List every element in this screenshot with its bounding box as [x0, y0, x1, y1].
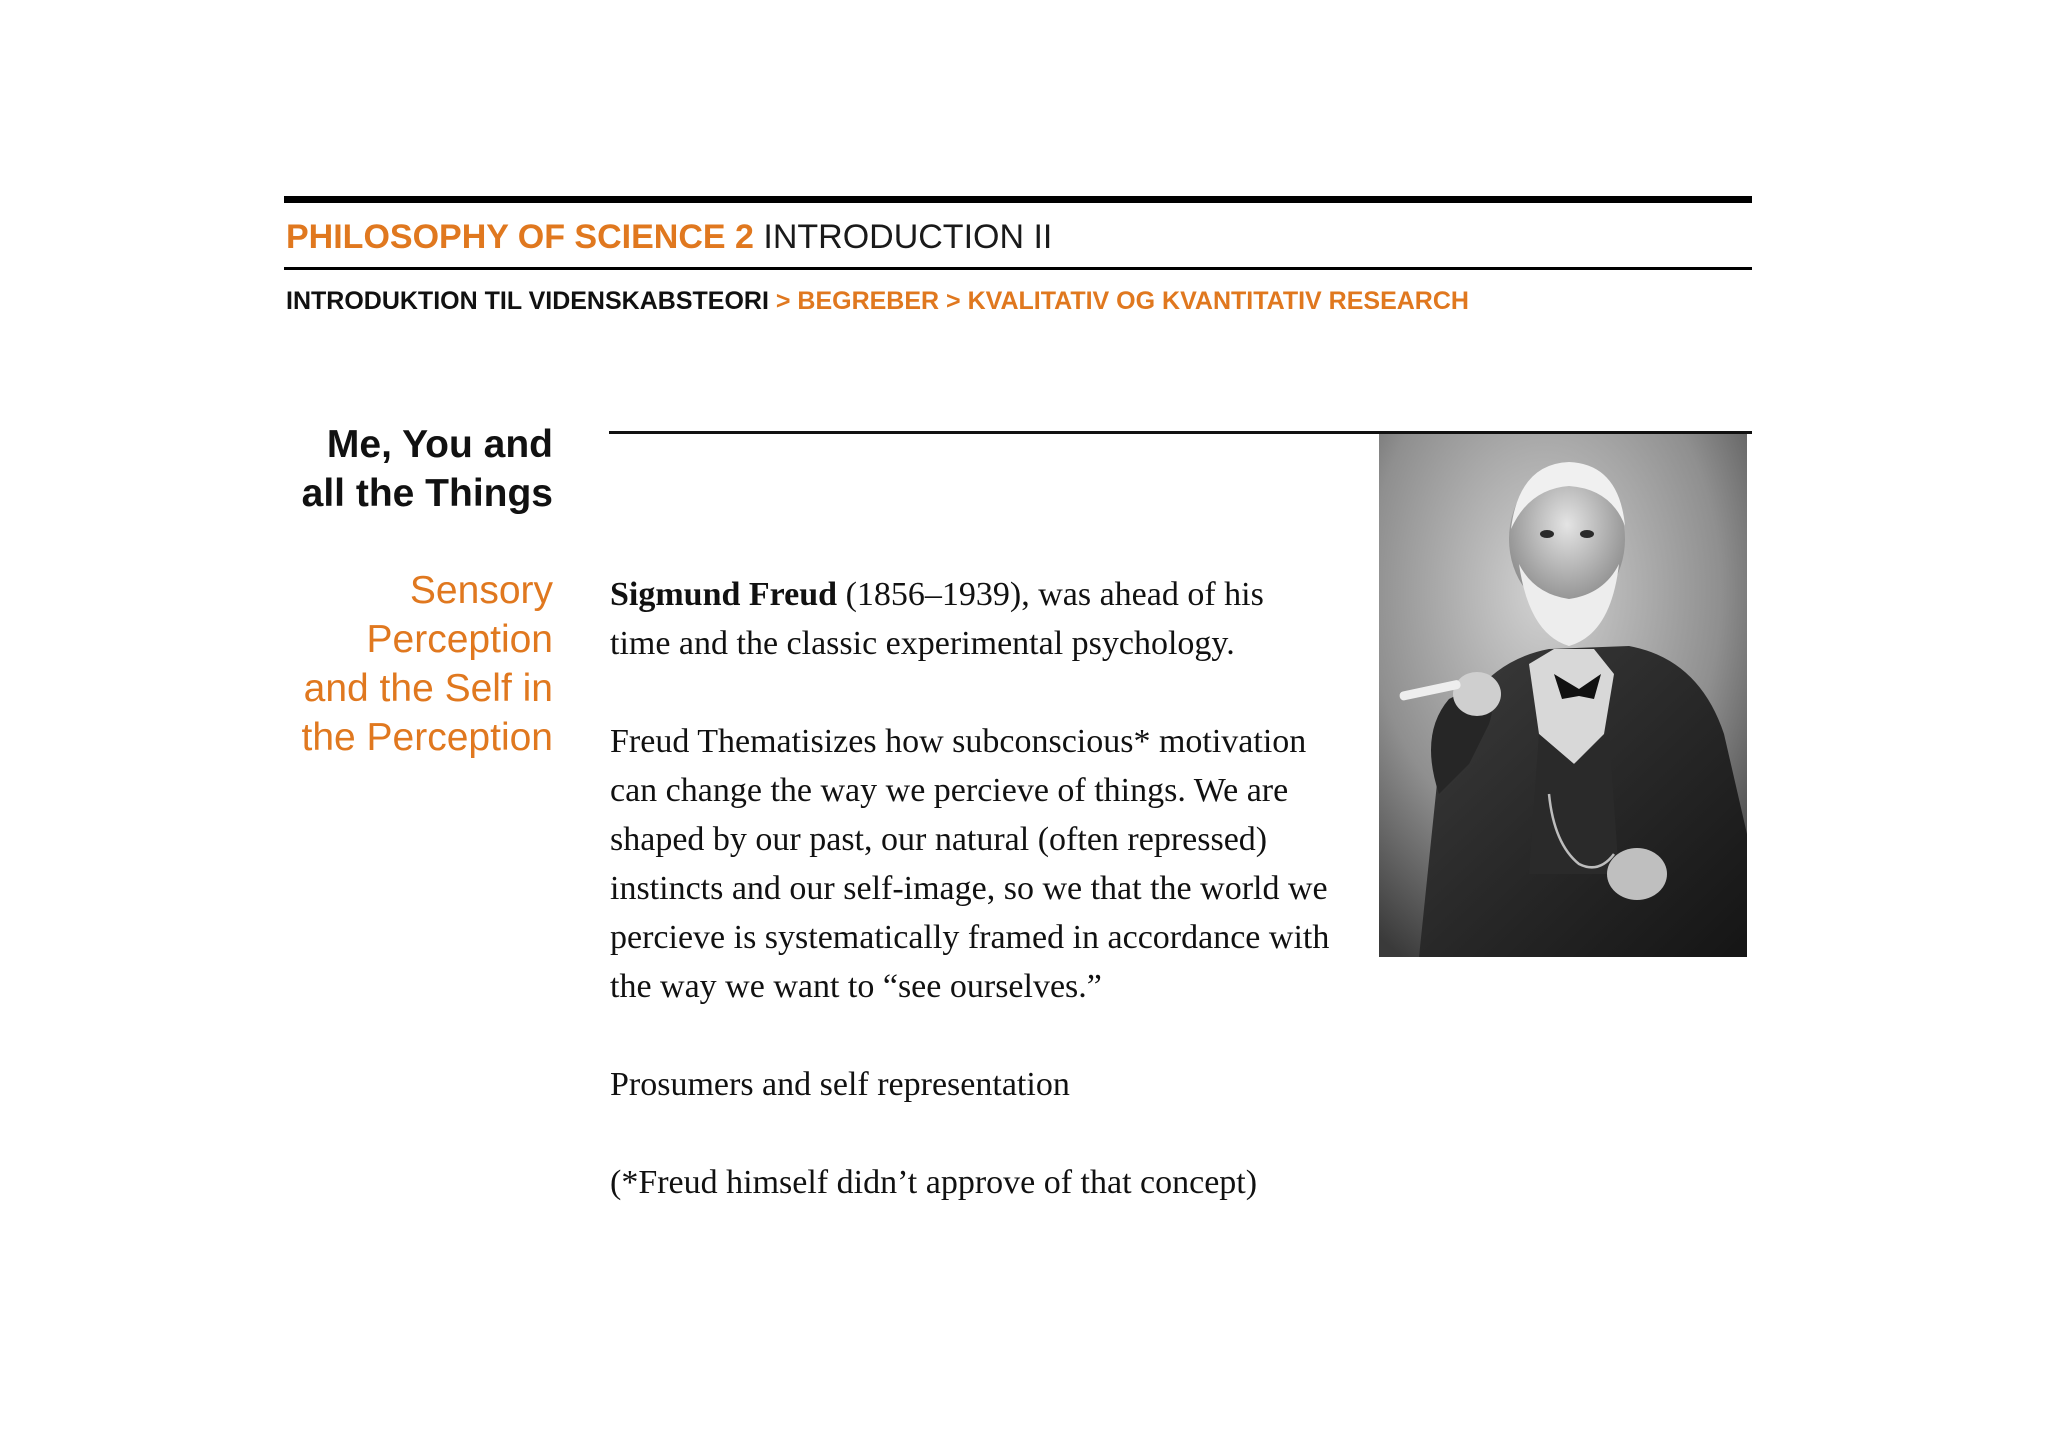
freud-portrait-image: [1379, 434, 1747, 957]
body-text: [610, 570, 1330, 1256]
course-title: PHILOSOPHY OF SCIENCE 2: [286, 218, 754, 256]
section-title: [240, 420, 553, 518]
lecture-title: INTRODUCTION II: [763, 218, 1053, 256]
paragraph-footnote: (*Freud himself didn’t approve of that concept): [610, 1164, 1258, 1201]
section-subtitle-line: Perception: [366, 618, 553, 661]
freud-name: Sigmund Freud: [610, 576, 838, 613]
section-title-line: all the Things: [301, 472, 553, 515]
header-top-rule: [284, 196, 1752, 203]
header-title: [286, 214, 1052, 260]
freud-portrait-illustration: [1379, 434, 1747, 957]
breadcrumb-item-research: > KVALITATIV OG KVANTITATIV RESEARCH: [946, 287, 1469, 315]
paragraph-freud-intro: [610, 570, 1330, 668]
breadcrumb: [286, 284, 1469, 318]
breadcrumb-root: INTRODUKTION TIL VIDENSKABSTEORI: [286, 287, 769, 315]
section-subtitle-line: Sensory: [409, 569, 553, 612]
section-title-line: Me, You and: [326, 423, 553, 466]
freud-intro-text: (1856–1939), was ahead of his time and the classic experimental psychology.: [610, 576, 1264, 662]
section-heading: [240, 420, 553, 762]
breadcrumb-item-begreber: > BEGREBER: [775, 287, 940, 315]
paragraph-subconscious: Freud Thematisizes how subconscious* motivation can change the way we percieve of things. We are shaped by our past, our natural (often repressed) instincts and our self-image, so we that the world we percieve is systematically framed in accordance with the way we want to “see ourselves.”: [610, 723, 1330, 1005]
section-subtitle-line: and the Self in: [303, 667, 553, 710]
section-subtitle: [240, 566, 553, 762]
header-bottom-rule: [284, 267, 1752, 270]
paragraph-prosumers: Prosumers and self representation: [610, 1066, 1070, 1103]
section-subtitle-line: the Perception: [301, 716, 553, 759]
